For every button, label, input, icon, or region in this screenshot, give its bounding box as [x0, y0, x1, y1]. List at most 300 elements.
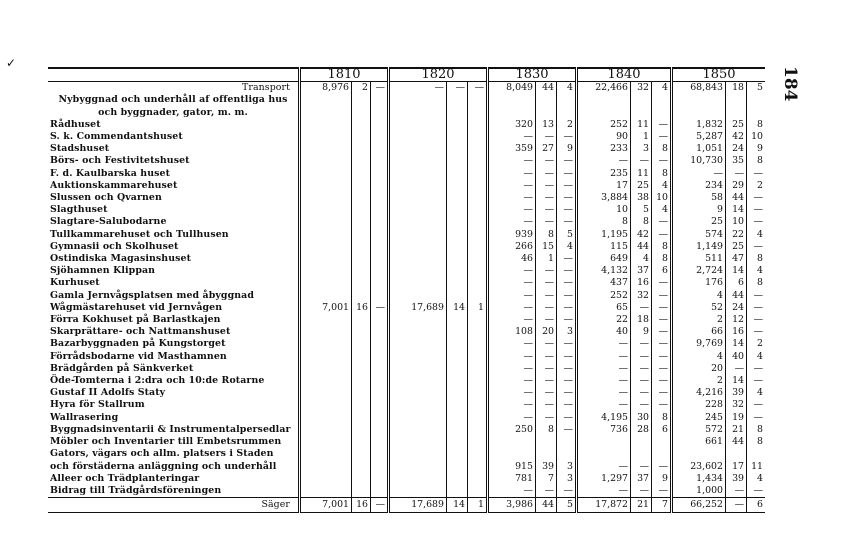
value-1840: 8 [631, 216, 652, 228]
empty-cell [447, 155, 468, 167]
value-1840: 8 [652, 168, 672, 180]
empty-cell [371, 241, 389, 253]
total-value: 7,001 [300, 498, 352, 513]
empty-cell [726, 94, 747, 106]
empty-cell [631, 107, 652, 119]
value-1850: — [747, 399, 766, 411]
value-1850: 39 [726, 473, 747, 485]
value-1850: 66 [672, 326, 726, 338]
empty-cell [352, 192, 371, 204]
value-1830: 915 [488, 461, 536, 473]
empty-cell [352, 119, 371, 131]
empty-cell [371, 155, 389, 167]
value-1830 [557, 436, 577, 448]
value-1850: 4 [747, 351, 766, 363]
value-1830: — [536, 168, 557, 180]
decade-header-row [48, 68, 765, 82]
value-1850: 9,769 [672, 338, 726, 350]
empty-cell [371, 277, 389, 289]
value-1830: 2 [557, 119, 577, 131]
empty-cell [468, 180, 488, 192]
ledger-row [48, 277, 765, 289]
value-1830: — [536, 302, 557, 314]
value-1850: 10 [726, 216, 747, 228]
transport-value: — [447, 82, 468, 95]
value-1840: 649 [577, 253, 631, 265]
value-1850: 234 [672, 180, 726, 192]
empty-cell [747, 107, 766, 119]
empty-cell [352, 241, 371, 253]
value-1830: — [557, 204, 577, 216]
empty-cell [371, 473, 389, 485]
empty-cell [447, 351, 468, 363]
value-1830: — [488, 375, 536, 387]
value-1850: 14 [726, 265, 747, 277]
empty-cell [300, 461, 352, 473]
value-1830: — [488, 155, 536, 167]
total-value: 14 [447, 498, 468, 513]
empty-cell [300, 204, 352, 216]
row-label: Slagtare-Salubodarne [50, 216, 167, 228]
value-1830: — [557, 485, 577, 498]
group-1820-value: 14 [447, 302, 468, 314]
value-1830: — [536, 192, 557, 204]
value-1850: — [747, 326, 766, 338]
value-1830: 3 [557, 461, 577, 473]
value-1830: 1 [536, 253, 557, 265]
ledger-row [48, 351, 765, 363]
empty-cell [371, 204, 389, 216]
empty-cell [389, 314, 447, 326]
value-1850: — [726, 485, 747, 498]
value-1840: — [577, 155, 631, 167]
ledger-row [48, 119, 765, 131]
empty-cell [371, 265, 389, 277]
value-1830 [557, 448, 577, 460]
transport-value: 68,843 [672, 82, 726, 95]
empty-cell [300, 424, 352, 436]
empty-cell [468, 131, 488, 143]
ledger-row [48, 290, 765, 302]
value-1840 [577, 448, 631, 460]
empty-cell [371, 143, 389, 155]
value-1830: — [488, 351, 536, 363]
empty-cell [300, 143, 352, 155]
empty-cell [536, 107, 557, 119]
value-1830: — [557, 253, 577, 265]
value-1850: 44 [726, 436, 747, 448]
empty-cell [371, 314, 389, 326]
value-1840: — [631, 461, 652, 473]
value-1850: 14 [726, 338, 747, 350]
value-1830: — [536, 399, 557, 411]
empty-cell [300, 436, 352, 448]
value-1840: 25 [631, 180, 652, 192]
value-1840: 1,195 [577, 229, 631, 241]
ledger-row [48, 399, 765, 411]
empty-cell [300, 363, 352, 375]
value-1830: — [488, 192, 536, 204]
ledger-row [48, 143, 765, 155]
empty-cell [468, 485, 488, 498]
value-1830: 39 [536, 461, 557, 473]
empty-cell [389, 375, 447, 387]
value-1850: 176 [672, 277, 726, 289]
empty-cell [300, 412, 352, 424]
empty-cell [468, 424, 488, 436]
empty-cell [371, 131, 389, 143]
empty-cell [352, 204, 371, 216]
value-1840: 32 [631, 290, 652, 302]
value-1850: 9 [672, 204, 726, 216]
transport-value: 8,049 [488, 82, 536, 95]
value-1830: — [536, 485, 557, 498]
value-1850: 10,730 [672, 155, 726, 167]
empty-cell [389, 448, 447, 460]
empty-cell [352, 363, 371, 375]
row-label: Sjöhamnen Klippan [50, 265, 156, 277]
empty-cell [468, 338, 488, 350]
value-1850: — [747, 290, 766, 302]
empty-cell [447, 241, 468, 253]
row-label: Rådhuset [50, 118, 101, 130]
empty-cell [447, 375, 468, 387]
value-1840: 233 [577, 143, 631, 155]
value-1850: 29 [726, 180, 747, 192]
value-1850: — [747, 241, 766, 253]
value-1830: — [536, 204, 557, 216]
empty-cell [371, 363, 389, 375]
empty-cell [747, 94, 766, 106]
value-1840: 28 [631, 424, 652, 436]
transport-value: 32 [631, 82, 652, 95]
empty-cell [447, 338, 468, 350]
value-1830 [488, 448, 536, 460]
value-1850: 8 [747, 436, 766, 448]
empty-cell [352, 314, 371, 326]
value-1830: — [488, 204, 536, 216]
ledger-row [48, 375, 765, 387]
value-1840: 115 [577, 241, 631, 253]
empty-cell [468, 448, 488, 460]
value-1850: 25 [672, 216, 726, 228]
empty-cell [447, 131, 468, 143]
empty-cell [468, 107, 488, 119]
value-1830: — [488, 168, 536, 180]
value-1830: 27 [536, 143, 557, 155]
empty-cell [389, 204, 447, 216]
value-1850: — [747, 375, 766, 387]
value-1840: 235 [577, 168, 631, 180]
row-label: Ostindiska Magasinshuset [50, 253, 192, 265]
empty-cell [352, 375, 371, 387]
empty-cell [300, 253, 352, 265]
value-1830 [536, 436, 557, 448]
value-1850: — [747, 216, 766, 228]
empty-cell [447, 436, 468, 448]
transport-value: 18 [726, 82, 747, 95]
value-1840: 1 [631, 131, 652, 143]
value-1840: 4 [652, 180, 672, 192]
row-label: och förstäderna anläggning och underhåll [50, 460, 277, 472]
row-label: Stadshuset [50, 143, 110, 155]
transport-value: — [371, 82, 389, 95]
value-1850: 23,602 [672, 461, 726, 473]
empty-cell [468, 229, 488, 241]
value-1850: 1,149 [672, 241, 726, 253]
empty-cell [389, 155, 447, 167]
value-1840: — [631, 338, 652, 350]
transport-value: — [468, 82, 488, 95]
empty-cell [300, 216, 352, 228]
value-1850: — [747, 168, 766, 180]
row-label: Gators, vägars och allm. platsers i Staden [50, 448, 274, 460]
ledger-row [48, 180, 765, 192]
empty-cell [468, 363, 488, 375]
total-value: 16 [352, 498, 371, 513]
empty-cell [371, 290, 389, 302]
ledger-row [48, 168, 765, 180]
value-1850: 22 [726, 229, 747, 241]
decade-header-1840: 1840 [577, 68, 672, 82]
row-label: S. k. Commendantshuset [50, 131, 183, 143]
value-1840: — [631, 399, 652, 411]
empty-cell [447, 253, 468, 265]
value-1850: 511 [672, 253, 726, 265]
row-label: Börs- och Festivitetshuset [50, 155, 190, 167]
value-1850: 58 [672, 192, 726, 204]
value-1850: 661 [672, 436, 726, 448]
value-1830: 8 [536, 229, 557, 241]
empty-cell [389, 229, 447, 241]
empty-cell [468, 314, 488, 326]
value-1840: 90 [577, 131, 631, 143]
value-1830: 781 [488, 473, 536, 485]
value-1840: 6 [652, 424, 672, 436]
value-1830: — [557, 131, 577, 143]
ledger-row [48, 314, 765, 326]
value-1850: 21 [726, 424, 747, 436]
empty-cell [300, 351, 352, 363]
value-1850: 4 [672, 351, 726, 363]
group-1820-value: 1 [468, 302, 488, 314]
empty-cell [389, 131, 447, 143]
empty-cell [389, 351, 447, 363]
total-value: 7 [652, 498, 672, 513]
value-1850: 10 [747, 131, 766, 143]
value-1840: 18 [631, 314, 652, 326]
empty-cell [468, 168, 488, 180]
value-1840: — [652, 155, 672, 167]
value-1850: 8 [747, 119, 766, 131]
value-1830: 4 [557, 241, 577, 253]
empty-cell [352, 473, 371, 485]
ledger-row [48, 424, 765, 436]
value-1830: — [557, 375, 577, 387]
value-1840: 16 [631, 277, 652, 289]
value-1850: 32 [726, 399, 747, 411]
value-1830: — [488, 216, 536, 228]
value-1850 [747, 448, 766, 460]
empty-cell [447, 143, 468, 155]
empty-cell [468, 461, 488, 473]
value-1830: 7 [536, 473, 557, 485]
value-1850: 14 [726, 375, 747, 387]
ledger-row [48, 204, 765, 216]
empty-cell [300, 107, 352, 119]
value-1830: — [557, 155, 577, 167]
total-value: 3,986 [488, 498, 536, 513]
empty-cell [488, 107, 536, 119]
value-1850: 2 [672, 314, 726, 326]
value-1850: 11 [747, 461, 766, 473]
empty-cell [447, 363, 468, 375]
ledger-row [48, 155, 765, 167]
total-value: 6 [747, 498, 766, 513]
value-1830: — [536, 351, 557, 363]
total-value: 17,872 [577, 498, 631, 513]
empty-cell [352, 338, 371, 350]
value-1840: — [577, 399, 631, 411]
empty-cell [468, 94, 488, 106]
value-1850: 2 [747, 338, 766, 350]
value-1840: 3,884 [577, 192, 631, 204]
empty-cell [389, 253, 447, 265]
empty-cell [468, 192, 488, 204]
empty-cell [371, 94, 389, 106]
value-1850: 4 [747, 229, 766, 241]
value-1850: 17 [726, 461, 747, 473]
row-label: Brädgården på Sänkverket [50, 362, 194, 374]
value-1830: — [536, 338, 557, 350]
value-1850: 245 [672, 412, 726, 424]
empty-cell [352, 216, 371, 228]
value-1840: 4 [652, 204, 672, 216]
empty-cell [672, 94, 726, 106]
value-1840: — [652, 277, 672, 289]
total-value: 17,689 [389, 498, 447, 513]
value-1840: 252 [577, 290, 631, 302]
row-label: Skarprättare- och Nattmanshuset [50, 326, 231, 338]
empty-cell [371, 461, 389, 473]
value-1840: — [652, 229, 672, 241]
empty-cell [468, 204, 488, 216]
value-1830: — [488, 131, 536, 143]
row-label: Alleer och Trädplanteringar [50, 472, 200, 484]
value-1830: — [536, 216, 557, 228]
empty-cell [371, 351, 389, 363]
value-1850: 39 [726, 387, 747, 399]
value-1850 [726, 448, 747, 460]
value-1840: 4,195 [577, 412, 631, 424]
value-1850: 4,216 [672, 387, 726, 399]
empty-cell [352, 180, 371, 192]
value-1850: 1,000 [672, 485, 726, 498]
value-1840: 5 [631, 204, 652, 216]
value-1850: 1,434 [672, 473, 726, 485]
empty-cell [389, 107, 447, 119]
value-1830: 939 [488, 229, 536, 241]
empty-cell [300, 314, 352, 326]
ledger-row [48, 436, 765, 448]
ledger-row [48, 461, 765, 473]
value-1840: 10 [577, 204, 631, 216]
value-1840: — [577, 338, 631, 350]
value-1850: 1,832 [672, 119, 726, 131]
row-label: F. d. Kaulbarska huset [50, 167, 171, 179]
value-1840: — [631, 375, 652, 387]
empty-cell [371, 119, 389, 131]
row-label: Tullkammarehuset och Tullhusen [50, 228, 229, 240]
value-1840: 437 [577, 277, 631, 289]
page-number: 184 [780, 66, 800, 102]
empty-cell [300, 155, 352, 167]
value-1840: — [652, 387, 672, 399]
empty-cell [389, 241, 447, 253]
value-1850: 16 [726, 326, 747, 338]
value-1840: — [577, 375, 631, 387]
value-1830: 108 [488, 326, 536, 338]
empty-cell [300, 387, 352, 399]
value-1830: — [488, 338, 536, 350]
value-1850: 44 [726, 192, 747, 204]
empty-cell [300, 168, 352, 180]
value-1830: — [488, 302, 536, 314]
total-value: — [371, 498, 389, 513]
value-1830: 20 [536, 326, 557, 338]
empty-cell [352, 265, 371, 277]
value-1830: 5 [557, 229, 577, 241]
value-1850: — [747, 363, 766, 375]
value-1850: 572 [672, 424, 726, 436]
row-label: Kurhuset [50, 277, 100, 289]
value-1830: 250 [488, 424, 536, 436]
value-1840: 8 [652, 253, 672, 265]
empty-cell [300, 241, 352, 253]
ledger-row [48, 302, 765, 314]
empty-cell [488, 94, 536, 106]
row-label: Förra Kokhuset på Barlastkajen [50, 314, 221, 326]
total-value: 21 [631, 498, 652, 513]
empty-cell [352, 253, 371, 265]
value-1830: — [536, 131, 557, 143]
ledger-row [48, 229, 765, 241]
value-1840: — [652, 351, 672, 363]
value-1830: 9 [557, 143, 577, 155]
empty-cell [577, 107, 631, 119]
empty-cell [447, 387, 468, 399]
empty-cell [389, 94, 447, 106]
value-1840: — [577, 461, 631, 473]
value-1830: — [536, 412, 557, 424]
value-1850: 4 [747, 473, 766, 485]
transport-value: 4 [557, 82, 577, 95]
empty-cell [447, 326, 468, 338]
value-1830: — [557, 314, 577, 326]
empty-cell [447, 399, 468, 411]
value-1850: 8 [747, 253, 766, 265]
value-1840: 30 [631, 412, 652, 424]
empty-cell [447, 204, 468, 216]
value-1840 [631, 436, 652, 448]
empty-cell [447, 424, 468, 436]
empty-cell [536, 94, 557, 106]
value-1850: — [747, 485, 766, 498]
value-1840: 10 [652, 192, 672, 204]
ledger-row [48, 338, 765, 350]
empty-cell [352, 448, 371, 460]
value-1830: 3 [557, 326, 577, 338]
